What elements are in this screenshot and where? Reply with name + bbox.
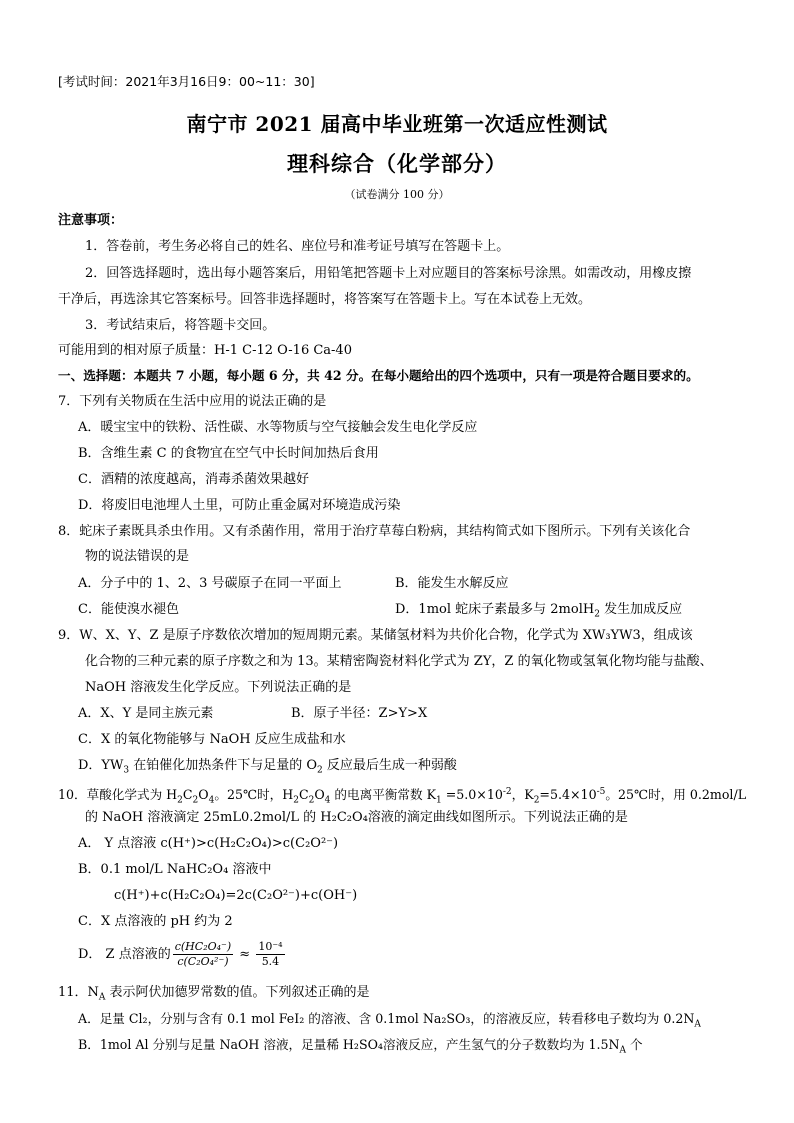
q7-option-a: A．暖宝宝中的铁粉、活性碳、水等物质与空气接触会发生电化学反应 — [78, 420, 478, 435]
q7-option-d: D．将废旧电池埋人土里，可防止重金属对环境造成污染 — [78, 498, 401, 513]
q9-stem-2: 化合物的三种元素的原子序数之和为 13。某精密陶瓷材料化学式为 ZY，Z 的氧化物或氢氧化物均能与盐酸、 — [85, 654, 713, 669]
q9-option-a: A．X、Y 是同主族元素 — [78, 706, 214, 721]
q9-option-d: D．$YW_3$ 在铂催化加热条件下与足量的 $O_2$ 反应最后生成一种弱酸 — [78, 758, 457, 776]
q10-option-b-1: B．0.1 mol/L NaHC₂O₄ 溶液中 — [78, 862, 272, 877]
atomic-mass-note: 可能用到的相对原子质量：H-1 C-12 O-16 Ca-40 — [58, 343, 352, 358]
q10-stem-1: 10．草酸化学式为 $H_2C_2O_4$。25℃时，$H_2C_2O_4$ 的电离平衡常数 $K_1 =5.0\times 10^{-2}$，$K_2=5.4\times 10^{-5}$。25℃时，用 0.2mol/L — [58, 787, 747, 806]
q7-option-b: B．含维生素 C 的食物宜在空气中长时间加热后食用 — [78, 446, 379, 461]
notice-item-2b: 干净后，再选涂其它答案标号。回答非选择题时，将答案写在答题卡上。写在本试卷上无效。 — [58, 292, 592, 307]
q11-option-b: B．1mol Al 分别与足量 NaOH 溶液，足量稀 H₂SO₄溶液反应，产生氢气的分子数数均为 $1.5N_A$ 个 — [78, 1037, 643, 1056]
q9-option-c: C．X 的氧化物能够与 NaOH 反应生成盐和水 — [78, 732, 346, 747]
q11-stem: 11．$N_A$ 表示阿伏加德罗常数的值。下列叙述正确的是 — [58, 985, 370, 1003]
page-title: 南宁市 2021 届高中毕业班第一次适应性测试 — [186, 112, 608, 136]
notice-item-3: 3．考试结束后，将答题卡交回。 — [85, 318, 276, 333]
q10-stem-2: 的 NaOH 溶液滴定 25mL0.2mol/L 的 H₂C₂O₄溶液的滴定曲线如图所示。下列说法正确的是 — [85, 810, 628, 825]
q8-option-c: C．能使溴水褪色 — [78, 602, 179, 617]
q10-value-fraction: $\frac{\text{10⁻⁴}}{5.4}$ — [258, 940, 283, 968]
subject-title: 理科综合（化学部分） — [287, 151, 507, 176]
q8-stem-1: 8．蛇床子素既具杀虫作用。又有杀菌作用，常用于治疗草莓白粉病，其结构简式如下图所示。下列有关该化合 — [58, 524, 691, 539]
q10-option-b-2: c(H⁺)+c(H₂C₂O₄)=2c(C₂O²⁻)+c(OH⁻) — [114, 888, 358, 903]
q8-option-d: D．1mol 蛇床子素最多与 2molH$_2$ 发生加成反应 — [395, 602, 683, 620]
q8-stem-2: 物的说法错误的是 — [85, 549, 190, 564]
section-heading: 一、选择题：本题共 7 小题，每小题 6 分，共 42 分。在每小题给出的四个选项中，只有一项是符合题目要求的。 — [58, 368, 699, 383]
notice-item-1: 1．答卷前，考生务必将自己的姓名、座位号和准考证号填写在答题卡上。 — [85, 239, 510, 254]
q7-option-c: C．酒精的浓度越高，消毒杀菌效果越好 — [78, 472, 309, 487]
q10-option-a: A． Y 点溶液 c(H⁺)>c(H₂C₂O₄)>c(C₂O²⁻) — [78, 836, 339, 851]
notice-heading: 注意事项： — [58, 213, 124, 228]
full-score: （试卷满分 100 分） — [344, 188, 450, 201]
exam-time: [考试时间：2021年3月16日9：00~11：30] — [58, 74, 315, 89]
q8-option-b: B．能发生水解反应 — [395, 576, 509, 591]
q11-option-a: A．足量 Cl₂，分别与含有 0.1 mol FeI₂ 的溶液、含 0.1mol Na₂SO₃，的溶液反应，转看移电子数均为 $0.2N_A$ — [78, 1011, 701, 1030]
q8-option-a: A．分子中的 1、2、3 号碳原子在同一平面上 — [78, 576, 342, 591]
q10-option-c: C．X 点溶液的 pH 约为 2 — [78, 914, 233, 929]
q9-option-b: B．原子半径：Z>Y>X — [291, 706, 428, 721]
notice-item-2a: 2．回答选择题时，选出每小题答案后，用铅笔把答题卡上对应题目的答案标号涂黑。如需改动，用橡皮擦 — [85, 266, 692, 281]
q7-stem: 7．下列有关物质在生活中应用的说法正确的是 — [58, 394, 327, 409]
q9-stem-3: NaOH 溶液发生化学反应。下列说法正确的是 — [85, 680, 352, 695]
q10-ratio-fraction: $\frac{\text{c(HC₂O₄⁻)}}{\text{c(C₂O₄²⁻)}}$ — [174, 940, 232, 968]
q9-stem-1: 9．W、X、Y、Z 是原子序数依次增加的短周期元素。某储氢材料为共价化合物，化学式为 XW₃YW3，组成该 — [58, 628, 693, 643]
q10-option-d: D． Z 点溶液的 $\frac{\text{c(HC₂O₄⁻)}}{\text{c(C₂O₄²⁻)}}$ ≈ $\frac{\text{10⁻⁴}}{5.4}$ — [78, 940, 283, 968]
